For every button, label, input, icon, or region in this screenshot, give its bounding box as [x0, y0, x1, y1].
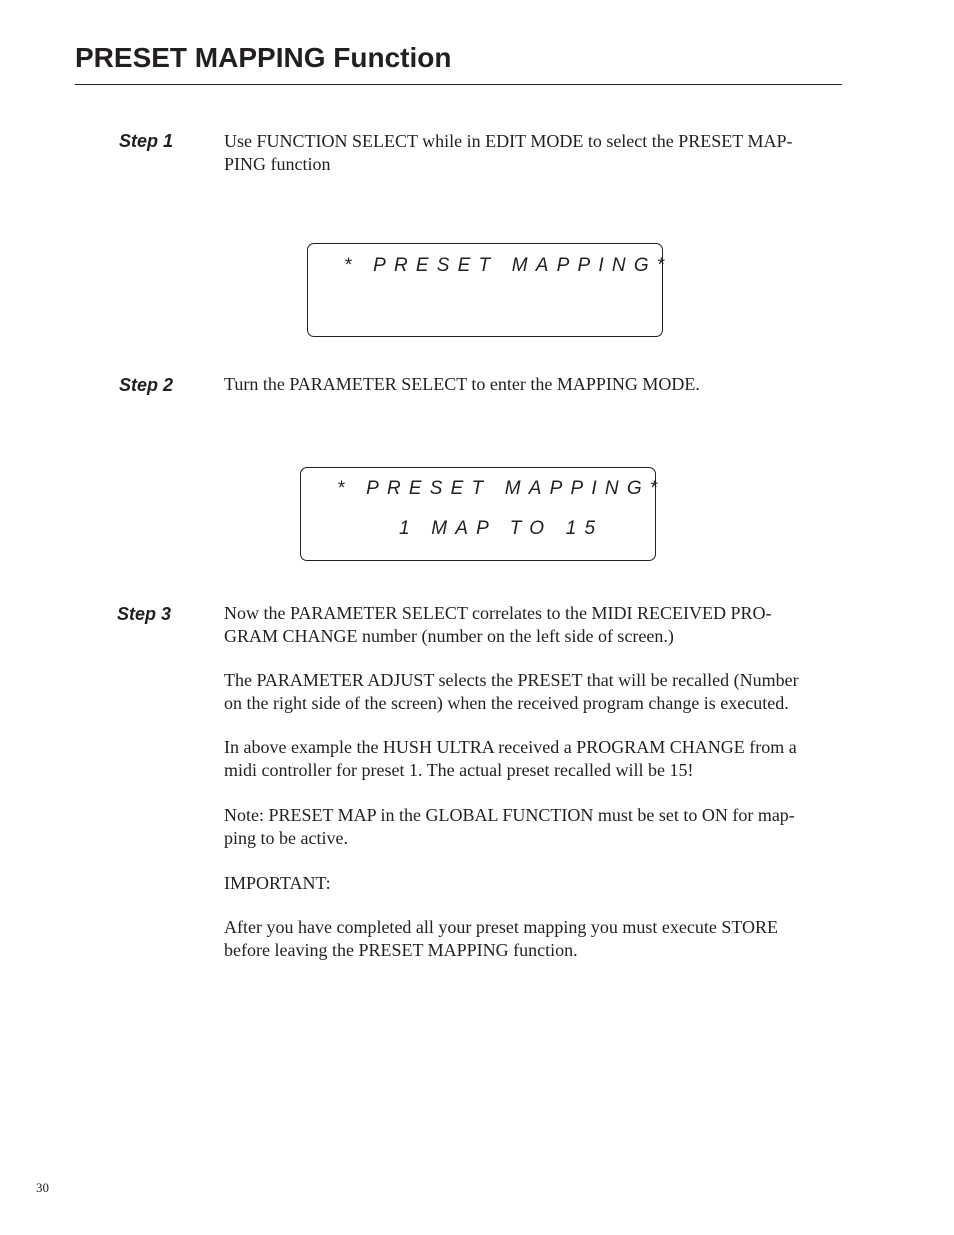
step-1-text [224, 130, 828, 175]
step-3-note [224, 804, 828, 849]
step-3-p4-line-2: ping to be active. [224, 827, 348, 848]
step-1-label: Step 1 [119, 131, 174, 151]
lcd-display-2 [300, 467, 666, 561]
step-3-p6-line-1: After you have completed all your preset mapping you must execute STORE [224, 917, 779, 937]
step-1-line-1: Use FUNCTION SELECT while in EDIT MODE to select the PRESET MAP- [224, 131, 793, 151]
step-3-important-heading: IMPORTANT: [224, 873, 331, 893]
page-number: 30 [36, 1180, 49, 1195]
step-3-p2-line-1: The PARAMETER ADJUST selects the PRESET that will be recalled (Number [224, 670, 799, 690]
lcd-1-line-1: * PRESET MAPPING* [344, 255, 673, 276]
step-2-text [224, 373, 828, 396]
step-3-p1-line-2: GRAM CHANGE number (number on the left side of screen.) [224, 625, 674, 646]
page-title: PRESET MAPPING Function [75, 42, 452, 73]
step-3-p3-line-2: midi controller for preset 1. The actual preset recalled will be 15! [224, 759, 694, 780]
step-3-paragraph-2 [224, 669, 828, 714]
step-3-paragraph-6 [224, 916, 828, 961]
step-3-paragraph-3 [224, 736, 828, 781]
lcd-2-line-1: * PRESET MAPPING* [337, 478, 666, 499]
step-3-p1-line-1: Now the PARAMETER SELECT correlates to the MIDI RECEIVED PRO- [224, 603, 772, 623]
step-3-p4-line-1: Note: PRESET MAP in the GLOBAL FUNCTION must be set to ON for map- [224, 805, 795, 825]
lcd-display-1 [307, 243, 673, 337]
step-3-important [224, 872, 828, 895]
step-3-p6-line-2: before leaving the PRESET MAPPING function. [224, 939, 578, 960]
step-3-p2-line-2: on the right side of the screen) when the received program change is executed. [224, 692, 789, 713]
step-3-paragraph-1 [224, 602, 828, 647]
step-2-label: Step 2 [119, 375, 174, 395]
step-1-line-2: PING function [224, 153, 331, 174]
lcd-2-line-2: 1 MAP TO 15 [399, 518, 604, 539]
title-divider [75, 84, 842, 85]
step-2-line-1: Turn the PARAMETER SELECT to enter the MAPPING MODE. [224, 374, 700, 394]
step-3-p3-line-1: In above example the HUSH ULTRA received a PROGRAM CHANGE from a [224, 737, 797, 757]
step-3-label: Step 3 [117, 604, 172, 624]
